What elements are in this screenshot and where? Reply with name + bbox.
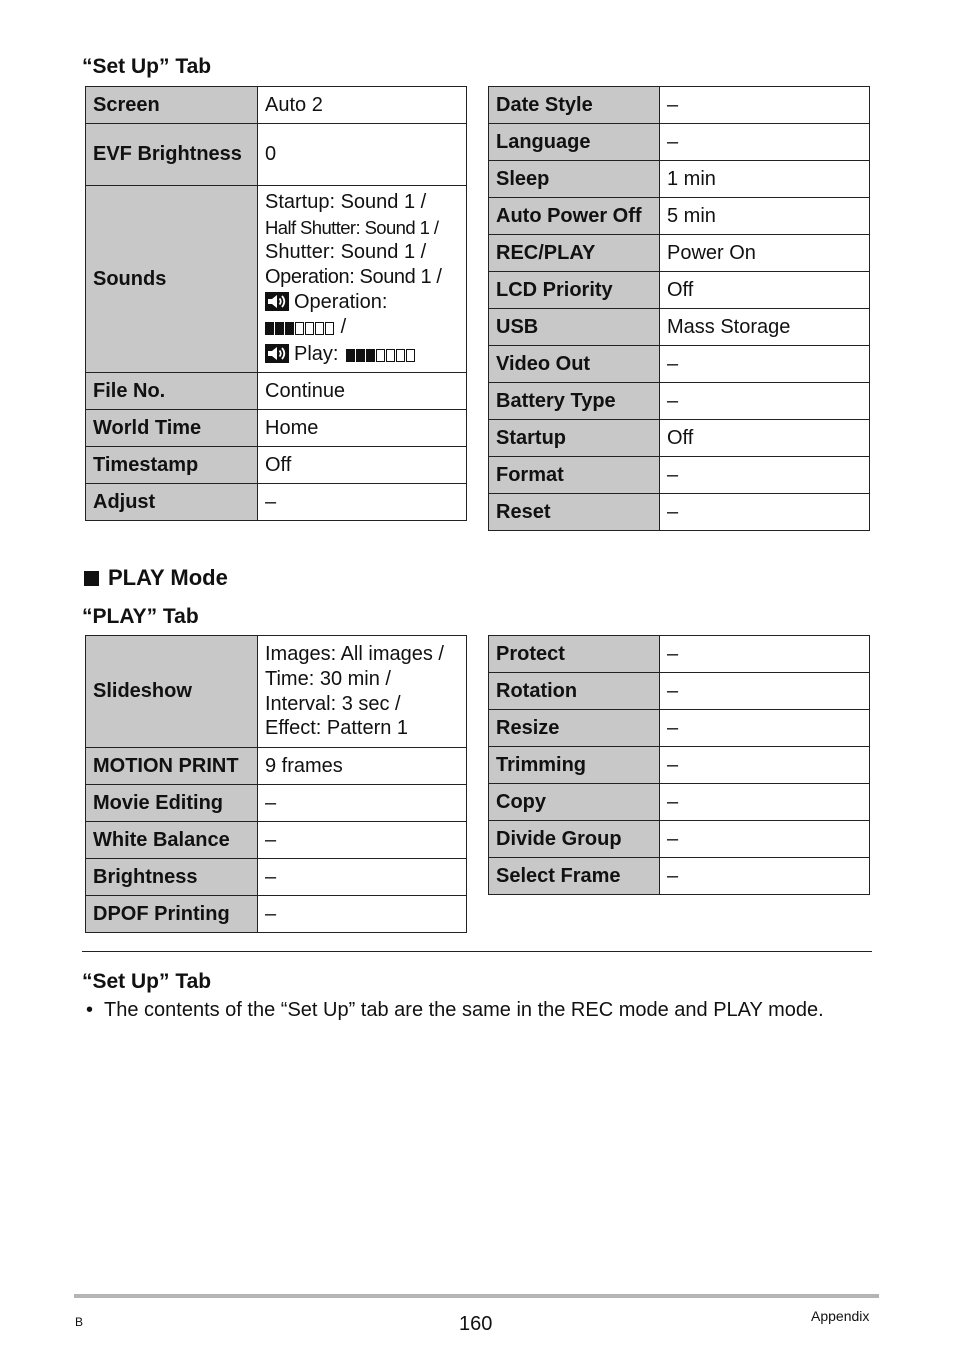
row-key: Select Frame — [489, 858, 660, 895]
footer-rule — [74, 1294, 879, 1298]
row-value: 0 — [258, 124, 467, 186]
row-key: Trimming — [489, 747, 660, 784]
row-value: – — [660, 710, 870, 747]
play-mode-title: PLAY Mode — [108, 565, 228, 590]
sounds-operation: Operation: Sound 1 / — [265, 265, 442, 288]
table-row — [489, 821, 870, 858]
row-value: – — [660, 784, 870, 821]
table-row — [489, 673, 870, 710]
row-value: – — [258, 859, 467, 896]
table-row — [86, 896, 467, 933]
row-key: Slideshow — [86, 636, 258, 748]
row-key: Brightness — [86, 859, 258, 896]
row-key: Movie Editing — [86, 785, 258, 822]
row-key: USB — [489, 309, 660, 346]
row-value: Off — [660, 272, 870, 309]
row-value: – — [660, 636, 870, 673]
volume-cell-filled — [366, 349, 375, 362]
table-row — [489, 87, 870, 124]
row-value: – — [660, 346, 870, 383]
volume-cell-filled — [346, 349, 355, 362]
row-value: Mass Storage — [660, 309, 870, 346]
table-row — [489, 235, 870, 272]
sounds-value — [258, 186, 467, 373]
volume-cell-empty — [386, 349, 395, 362]
table-row — [86, 822, 467, 859]
row-value: Off — [258, 447, 467, 484]
row-value: Power On — [660, 235, 870, 272]
row-value: – — [660, 747, 870, 784]
table-row — [86, 484, 467, 521]
row-key: LCD Priority — [489, 272, 660, 309]
volume-play-label: Play: — [294, 342, 339, 365]
row-value: – — [258, 785, 467, 822]
table-row — [489, 858, 870, 895]
sounds-startup: Startup: Sound 1 / — [265, 190, 427, 213]
row-key: Divide Group — [489, 821, 660, 858]
volume-cell-empty — [396, 349, 405, 362]
sounds-shutter: Shutter: Sound 1 / — [265, 240, 427, 263]
row-value: – — [258, 896, 467, 933]
table-row — [86, 87, 467, 124]
volume-cell-empty — [376, 349, 385, 362]
table-row — [489, 494, 870, 531]
table-row — [86, 859, 467, 896]
table-row — [86, 636, 467, 748]
table-row — [489, 198, 870, 235]
row-value: Continue — [258, 373, 467, 410]
row-key: Startup — [489, 420, 660, 457]
row-key: EVF Brightness — [86, 124, 258, 186]
volume-cell-empty — [305, 322, 314, 335]
row-key: Screen — [86, 87, 258, 124]
row-key: Adjust — [86, 484, 258, 521]
page-number: 160 — [459, 1313, 493, 1335]
row-value: Auto 2 — [258, 87, 467, 124]
row-key: DPOF Printing — [86, 896, 258, 933]
row-key: Reset — [489, 494, 660, 531]
setup-note — [86, 998, 824, 1022]
table-row — [86, 124, 467, 186]
volume-level-bar — [346, 344, 416, 369]
row-key: Date Style — [489, 87, 660, 124]
volume-operation-line — [265, 290, 459, 315]
row-value: – — [660, 124, 870, 161]
row-value: 1 min — [660, 161, 870, 198]
row-key: Copy — [489, 784, 660, 821]
volume-cell-filled — [356, 349, 365, 362]
footer-section: Appendix — [811, 1308, 870, 1324]
row-key: Protect — [489, 636, 660, 673]
table-row — [489, 420, 870, 457]
setup-table-left — [85, 86, 467, 521]
row-value: – — [660, 383, 870, 420]
volume-cell-empty — [406, 349, 415, 362]
row-key: Language — [489, 124, 660, 161]
volume-cell-empty — [325, 322, 334, 335]
table-row — [489, 457, 870, 494]
table-row — [489, 272, 870, 309]
row-value: 9 frames — [258, 748, 467, 785]
slideshow-line: Images: All images / — [265, 643, 444, 666]
row-key: MOTION PRINT — [86, 748, 258, 785]
volume-cell-empty — [295, 322, 304, 335]
setup-tab-heading: “Set Up” Tab — [82, 55, 212, 78]
table-row — [86, 373, 467, 410]
setup-note-heading: “Set Up” Tab — [82, 970, 212, 993]
volume-operation-label: Operation: — [294, 290, 388, 313]
volume-cell-filled — [265, 322, 274, 335]
speaker-icon — [265, 292, 289, 311]
footer-left-mark: B — [75, 1315, 84, 1329]
row-key: Format — [489, 457, 660, 494]
table-row — [489, 346, 870, 383]
speaker-icon — [265, 344, 289, 363]
row-key: Resize — [489, 710, 660, 747]
row-key: Sounds — [86, 186, 258, 373]
square-bullet-icon — [84, 571, 99, 586]
row-value: 5 min — [660, 198, 870, 235]
sounds-half-shutter: Half Shutter: Sound 1 / — [265, 216, 439, 238]
volume-separator: / — [340, 315, 347, 338]
play-mode-heading — [84, 566, 228, 590]
table-row — [86, 186, 467, 373]
section-divider — [82, 951, 872, 952]
table-row — [489, 309, 870, 346]
row-value: – — [660, 87, 870, 124]
row-value: – — [660, 821, 870, 858]
row-key: File No. — [86, 373, 258, 410]
table-row — [489, 383, 870, 420]
volume-level-bar — [265, 317, 335, 342]
table-row — [489, 710, 870, 747]
row-key: Battery Type — [489, 383, 660, 420]
row-key: Auto Power Off — [489, 198, 660, 235]
row-value: – — [660, 457, 870, 494]
slideshow-value — [258, 636, 467, 748]
row-value: Home — [258, 410, 467, 447]
row-value: – — [660, 673, 870, 710]
row-key: White Balance — [86, 822, 258, 859]
play-tab-heading: “PLAY” Tab — [82, 605, 199, 628]
row-value: – — [258, 484, 467, 521]
slideshow-line: Effect: Pattern 1 — [265, 717, 409, 740]
bullet-mark: • — [86, 999, 94, 1021]
row-key: Video Out — [489, 346, 660, 383]
table-row — [86, 785, 467, 822]
play-table-left — [85, 635, 467, 933]
table-row — [86, 410, 467, 447]
row-value: – — [660, 494, 870, 531]
volume-cell-filled — [275, 322, 284, 335]
volume-cell-filled — [285, 322, 294, 335]
table-row — [489, 784, 870, 821]
row-key: World Time — [86, 410, 258, 447]
row-key: Rotation — [489, 673, 660, 710]
setup-table-right — [488, 86, 870, 531]
row-value: – — [660, 858, 870, 895]
setup-note-text: The contents of the “Set Up” tab are the same in the REC mode and PLAY mode. — [104, 999, 824, 1021]
row-value: – — [258, 822, 467, 859]
play-table-right — [488, 635, 870, 895]
slideshow-line: Interval: 3 sec / — [265, 692, 401, 715]
table-row — [489, 161, 870, 198]
row-key: Timestamp — [86, 447, 258, 484]
volume-operation-level-line — [265, 315, 459, 342]
table-row — [489, 124, 870, 161]
row-value: Off — [660, 420, 870, 457]
slideshow-line: Time: 30 min / — [265, 667, 391, 690]
table-row — [489, 747, 870, 784]
row-key: REC/PLAY — [489, 235, 660, 272]
volume-cell-empty — [315, 322, 324, 335]
volume-play-line — [265, 342, 459, 369]
table-row — [86, 447, 467, 484]
row-key: Sleep — [489, 161, 660, 198]
table-row — [489, 636, 870, 673]
table-row — [86, 748, 467, 785]
